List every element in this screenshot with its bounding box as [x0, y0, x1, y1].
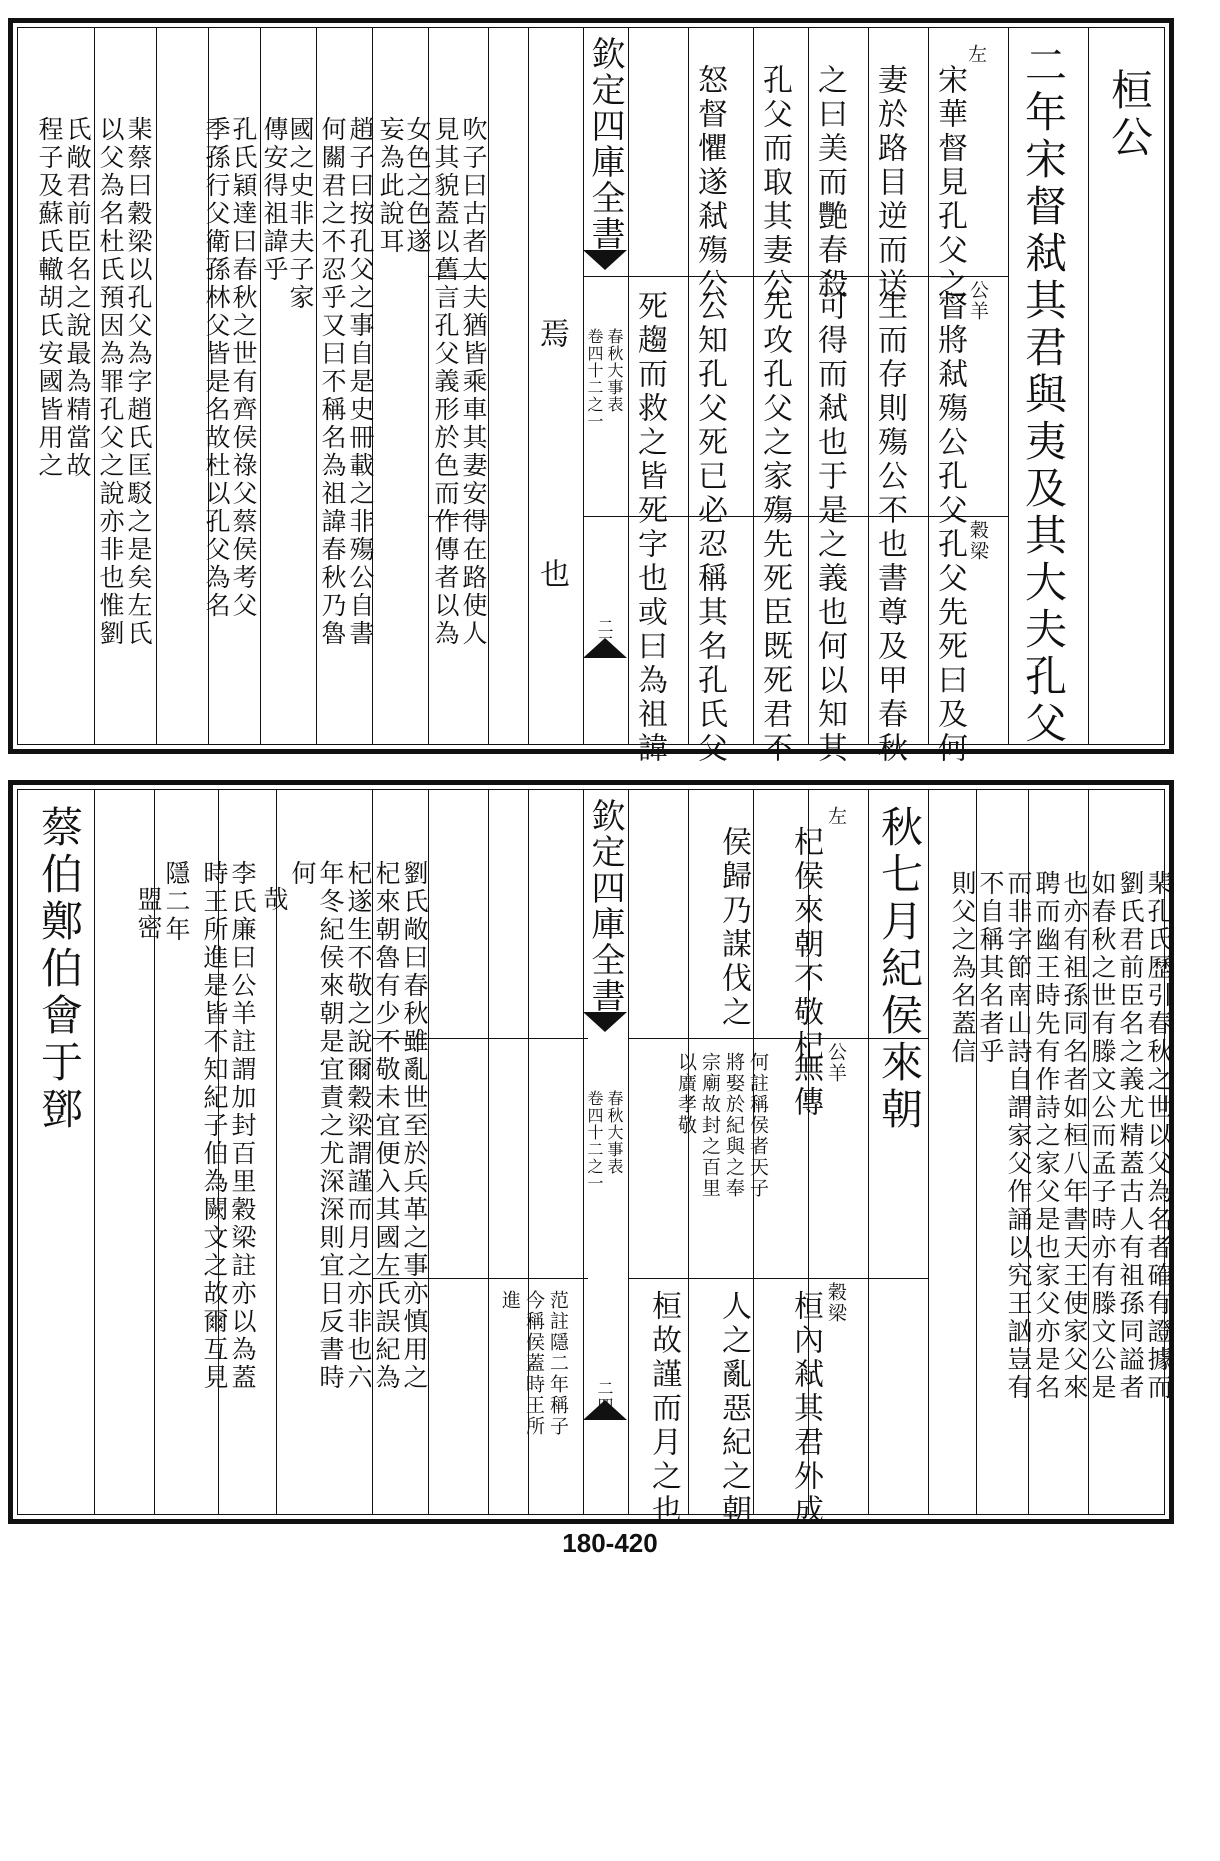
guliang-line: 孔父先死曰及何 [932, 528, 967, 766]
fishtail-mark [583, 1012, 627, 1032]
note-line: 女色之色遂 [403, 116, 432, 256]
guliang-line: 人之亂惡紀之朝 [716, 1290, 751, 1528]
note-line: 年冬紀侯來朝是宜責之尤深深則宜日反書時 [316, 860, 345, 1392]
note-line: 隱二年 [162, 860, 191, 944]
folio-number: 二四 [595, 1380, 614, 1414]
gongyang-line: 督將弒殤公孔父 [932, 290, 967, 528]
note-line: 李氏廉曰公羊註謂加封百里穀梁註亦以為蓋 [228, 860, 257, 1392]
gongyang-note-line: 將娶於紀與之奉 [723, 1052, 745, 1199]
note-line: 國之史非夫子家 [286, 116, 315, 312]
book-title: 春秋大事表 [605, 328, 624, 413]
note-line: 以父為名杜氏預因為罪孔父之說亦非也惟劉 [96, 116, 125, 648]
fan-note-line: 范註隱二年稱子 [547, 1290, 569, 1437]
note-line: 氏敞君前臣名之說最為精當故 [63, 116, 92, 480]
note-line: 棐蔡曰穀梁以孔父為字趙氏匡駁之是矣左氏 [124, 116, 153, 648]
guliang-line: 桓故謹而月之也 [646, 1290, 681, 1528]
section-heading: 桓公 [1105, 68, 1154, 162]
note-line: 也亦有祖孫同名者如桓八年書天王使家父來 [1060, 870, 1089, 1402]
note-line: 傳安得祖諱乎 [260, 116, 289, 284]
gongyang-line: 公知孔父死已必 [692, 290, 727, 528]
guliang-line: 桓內弒其君外成 [788, 1290, 823, 1528]
note-line: 劉氏君前臣名之義尤精蓋古人有祖孫同謚者 [1116, 870, 1145, 1402]
fishtail-mark-bottom [583, 638, 627, 658]
gongyang-label: 公羊 [825, 1042, 847, 1084]
fan-note-line: 今稱侯蓋時王所 [523, 1290, 545, 1437]
top-page [8, 18, 1174, 766]
note-line: 棐孔氏歷引春秋之世以父為名者確有證據而 [1144, 870, 1173, 1402]
note-line: 吹子曰古者大夫猶皆乘車其妻安得在路使人 [459, 116, 488, 648]
zuo-line: 宋華督見孔父之 [932, 64, 967, 302]
zuo-label: 左 [825, 806, 847, 827]
note-line: 何關君之不忍乎又曰不稱名為祖諱春秋乃魯 [318, 116, 347, 648]
next-entry-text: 蔡伯鄭伯會于鄧 [35, 805, 84, 1134]
guliang-line: 之義也何以知其 [812, 528, 847, 766]
gongyang-line: 死趨而救之皆死 [632, 290, 667, 528]
gongyang-line: 先攻孔父之家殤 [757, 290, 792, 528]
guliang-line: 忍稱其名孔氏父 [692, 528, 727, 766]
page-number: 180-420 [562, 1528, 658, 1558]
entry-text: 二年宋督弒其君與夷及其大夫孔父 [1019, 43, 1068, 748]
guliang-label: 穀梁 [825, 1282, 847, 1324]
zuo-line: 怒督懼遂弒殤公 [692, 64, 727, 302]
gongyang-note-line: 何註稱侯者天子 [747, 1052, 769, 1199]
note-line: 劉氏敞曰春秋雖亂世至於兵革之事亦慎用之 [400, 860, 429, 1392]
note-line: 季孫行父衛孫林父皆是名故杜以孔父為名 [202, 116, 231, 620]
fan-note-line: 進 [499, 1290, 521, 1311]
zuo-line: 妻於路目逆而送 [872, 64, 907, 302]
entry-text: 秋七月紀侯來朝 [875, 805, 924, 1134]
note-line: 孔氏穎達曰春秋之世有齊侯祿父蔡侯考父 [229, 116, 258, 620]
note-line: 趙子曰按孔父之事自是史冊載之非殤公自書 [346, 116, 375, 648]
book-series-title: 欽定四庫全書 [585, 36, 625, 252]
zuo-line: 侯歸乃謀伐之 [716, 826, 751, 1030]
note-line: 杞來朝魯有少不敬未宜便入其國左氏誤紀為 [372, 860, 401, 1392]
note-line: 程子及蘇氏轍胡氏安國皆用之 [35, 116, 64, 480]
juan-number: 卷四十二之一 [585, 328, 604, 430]
note-line: 何 [288, 860, 317, 888]
note-line: 盟密 [134, 886, 163, 942]
zuo-label: 左 [965, 44, 987, 65]
gongyang-line: 可得而弒也于是 [812, 290, 847, 528]
zuo-line: 孔父而取其妻公 [757, 64, 792, 302]
folio-number: 二三 [595, 618, 614, 652]
note-line: 杞遂生不敬之說爾穀梁謂謹而月之亦非也六 [344, 860, 373, 1392]
gongyang-note-line: 以廣孝敬 [675, 1052, 697, 1136]
fishtail-mark [583, 250, 627, 270]
gongyang-label: 公羊 [967, 280, 989, 322]
bottom-page [8, 780, 1174, 1528]
note-line: 而非字節南山詩自謂家父作誦以究王訩豈有 [1004, 870, 1033, 1402]
guliang-line: 先死臣既死君不 [757, 528, 792, 766]
gongyang-note-line: 宗廟故封之百里 [699, 1052, 721, 1199]
guliang-line: 也書尊及甲春秋 [872, 528, 907, 766]
fishtail-mark-bottom [583, 1400, 627, 1420]
column-char: 也 [534, 558, 569, 592]
juan-number: 卷四十二之一 [585, 1090, 604, 1192]
gongyang-line: 無傳 [788, 1052, 823, 1120]
guliang-label: 穀梁 [967, 520, 989, 562]
gongyang-line: 生而存則殤公不 [872, 290, 907, 528]
zuo-line: 之曰美而艷春殺 [812, 64, 847, 302]
note-line: 哉 [260, 886, 289, 914]
column-char: 焉 [534, 318, 569, 352]
zuo-line: 杞侯來朝不敬杞 [788, 826, 823, 1064]
note-line: 見其貌蓋以舊言孔父義形於色而作傳者以為 [431, 116, 460, 648]
note-line: 時王所進是皆不知紀子伯為闕文之故爾互見 [200, 860, 229, 1392]
note-line: 不自稱其名者乎 [976, 870, 1005, 1066]
book-series-title: 欽定四庫全書 [585, 798, 625, 1014]
note-line: 聘而幽王時先有作詩之家父是也家父亦是名 [1032, 870, 1061, 1402]
note-line: 妄為此說耳 [376, 116, 405, 256]
guliang-line: 字也或曰為祖諱 [632, 528, 667, 766]
note-line: 如春秋之世有滕文公而孟子時亦有滕文公是 [1088, 870, 1117, 1402]
note-line: 則父之為名蓋信 [948, 870, 977, 1066]
book-title: 春秋大事表 [605, 1090, 624, 1175]
